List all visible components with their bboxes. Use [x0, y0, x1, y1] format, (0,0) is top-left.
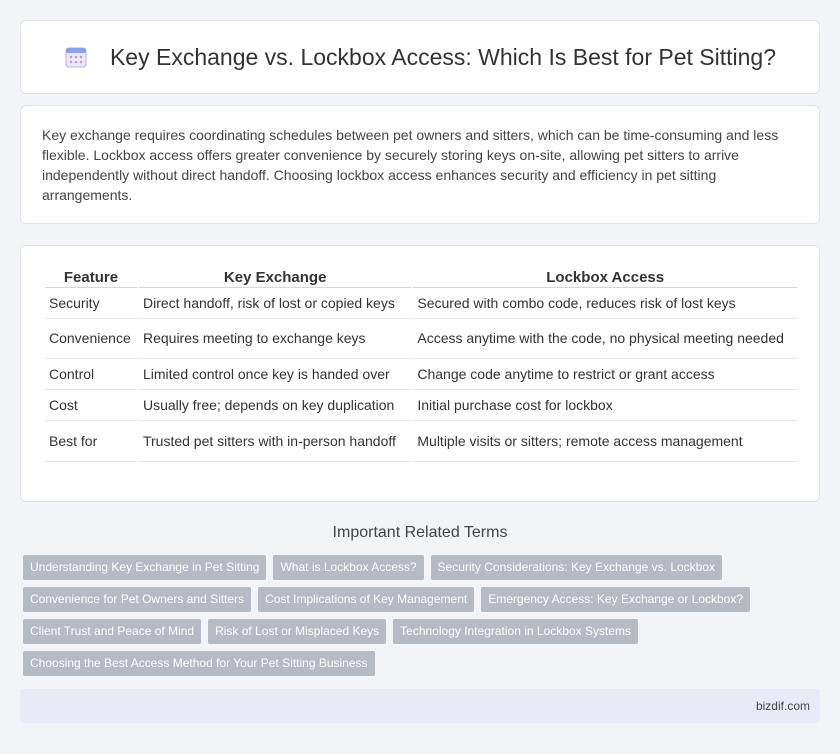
- feature-cell: Convenience: [45, 319, 137, 359]
- related-tag[interactable]: What is Lockbox Access?: [273, 555, 423, 580]
- footer-brand[interactable]: bizdif.com: [755, 699, 810, 713]
- table-row: [45, 288, 797, 319]
- key-exchange-cell: Usually free; depends on key duplication: [139, 390, 411, 421]
- lockbox-cell: Initial purchase cost for lockbox: [413, 390, 797, 421]
- related-tag[interactable]: Risk of Lost or Misplaced Keys: [208, 619, 386, 644]
- feature-cell: Security: [45, 288, 137, 319]
- related-tag[interactable]: Choosing the Best Access Method for Your Pet Sitting Business: [23, 651, 375, 676]
- header-feature: Feature: [45, 267, 137, 288]
- feature-cell: Best for: [45, 421, 137, 462]
- key-exchange-cell: Direct handoff, risk of lost or copied keys: [139, 288, 411, 319]
- key-exchange-cell: Limited control once key is handed over: [139, 359, 411, 390]
- feature-cell: Cost: [45, 390, 137, 421]
- related-tag[interactable]: Technology Integration in Lockbox Systems: [393, 619, 638, 644]
- intro-text: Key exchange requires coordinating schedules between pet owners and sitters, which can be time-consuming and less flexible. Lockbox access offers greater convenience by securely storing keys on-site, allowing pet sitters to arrive independently without direct handoff. Choosing lockbox access enhances security and efficiency in pet sitting arrangements.: [42, 127, 779, 203]
- lockbox-cell: Access anytime with the code, no physical meeting needed: [413, 319, 797, 359]
- related-terms-title: Important Related Terms: [332, 524, 508, 541]
- key-exchange-cell: Requires meeting to exchange keys: [139, 319, 411, 359]
- comparison-table: [43, 267, 799, 462]
- table-row: [45, 359, 797, 390]
- header-lockbox-access: Lockbox Access: [413, 267, 797, 288]
- lockbox-cell: Change code anytime to restrict or grant access: [413, 359, 797, 390]
- related-tag[interactable]: Emergency Access: Key Exchange or Lockbox?: [481, 587, 750, 612]
- calendar-icon: [64, 45, 88, 69]
- intro-card: [20, 105, 820, 224]
- table-row: [45, 390, 797, 421]
- lockbox-cell: Secured with combo code, reduces risk of lost keys: [413, 288, 797, 319]
- page-title: Key Exchange vs. Lockbox Access: Which Is Best for Pet Sitting?: [109, 43, 777, 70]
- feature-cell: Control: [45, 359, 137, 390]
- comparison-card: [20, 245, 820, 502]
- related-tag[interactable]: Client Trust and Peace of Mind: [23, 619, 201, 644]
- lockbox-cell: Multiple visits or sitters; remote access management: [413, 421, 797, 462]
- related-tags: [23, 555, 813, 683]
- related-tag[interactable]: Security Considerations: Key Exchange vs. Lockbox: [431, 555, 722, 580]
- table-header-row: [45, 267, 797, 288]
- header-key-exchange: Key Exchange: [139, 267, 411, 288]
- table-row: [45, 421, 797, 462]
- related-tag[interactable]: Understanding Key Exchange in Pet Sitting: [23, 555, 266, 580]
- table-row: [45, 319, 797, 359]
- key-exchange-cell: Trusted pet sitters with in-person handoff: [139, 421, 411, 462]
- related-tag[interactable]: Cost Implications of Key Management: [258, 587, 474, 612]
- title-card: [20, 20, 820, 94]
- footer: [20, 689, 820, 723]
- related-tag[interactable]: Convenience for Pet Owners and Sitters: [23, 587, 251, 612]
